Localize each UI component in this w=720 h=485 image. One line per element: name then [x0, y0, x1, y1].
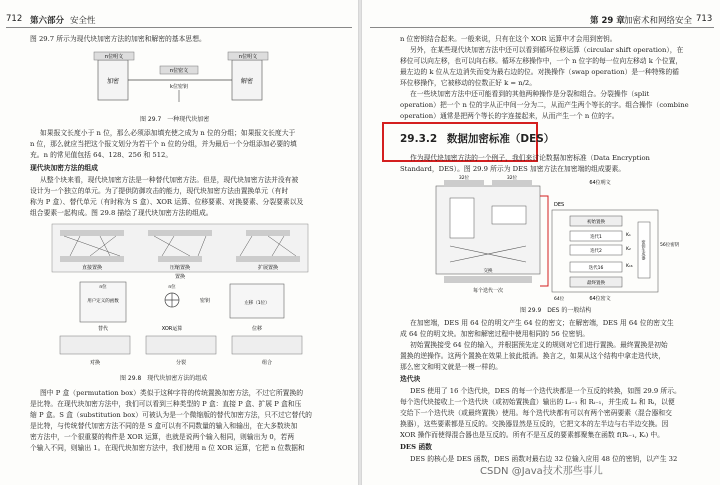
fig-29-9-label-64bit: 64位 [554, 297, 565, 302]
right-para4-line2: 每个迭代块接收上一个迭代块（或初始置换盒）输出的 Lᵢ₋₁ 和 Rᵢ₋₁，并生成 Lᵢ 和 Rᵢ，以便 [400, 398, 675, 406]
section-number: 29.3.2 [400, 133, 438, 145]
fig-29-8-diagram [50, 222, 310, 370]
right-para1-line6: 在一些块加密方法中还可能看到的其他两种操作是分裂和组合。分裂操作（split [410, 90, 650, 98]
fig-29-9-label-round-16: 迭代16 [588, 266, 604, 271]
fig-29-7-key-label: k位密钥 [170, 84, 188, 90]
fig-29-7-decrypt-label: 解密 [240, 78, 254, 85]
fig-29-9-function-box [492, 206, 526, 224]
fig-29-9-mixer-box [450, 198, 474, 238]
right-para1-line2: 另外，在某些现代块加密方法中还可以看到循环位移运算（circular shift operation），在 [410, 46, 684, 54]
fig-29-8-pbox-expand-out [236, 256, 300, 262]
fig-29-9-label-key: 56位密钥 [660, 243, 680, 248]
fig-29-8-label-nbit-1: n位 [99, 285, 107, 290]
fig-29-8-pbox-straight-out [60, 256, 124, 262]
fig-29-8-label-split: 分裂 [175, 360, 187, 366]
csdn-watermark: CSDN @Java技术那些事儿 [480, 466, 603, 477]
fig-29-8-swap-box [60, 336, 130, 354]
fig-29-8-split-box [146, 336, 216, 354]
right-para1-line3: 移位可以向左移，也可以向右移。循环左移操作中，一个 n 位字的每一位向左移动 k 个位置， [400, 57, 683, 65]
fig-29-8-pbox-compress-in [148, 230, 212, 236]
right-para3-line3: 初始置换接受 64 位的输入，并根据预先定义的规则对它们进行置换。最终置换是初始 [410, 341, 668, 349]
fig-29-7-plaintext-in-label: n位明文 [104, 54, 124, 60]
fig-29-9-label-initial-perm: 初始置换 [587, 220, 605, 225]
right-para1-line8: operation）通常是把两个等长的字连接起来，从而产生一个 n 位的字。 [400, 112, 619, 120]
fig-29-9-label-plaintext: 64位明文 [589, 180, 611, 186]
left-para1-line3: 充。n 的常见值包括 64、128、256 和 512。 [30, 151, 173, 159]
left-para3-line2: 是比特。在现代块加密方法中，我们可以看到三种类型的 P 盒：直接 P 盒、扩展 P 盒和压 [30, 400, 302, 408]
fig-29-9-label-keygen: 密钥生成器 [641, 240, 647, 260]
left-para2-line2: 设计为一个独立的单元。为了提供防御攻击的能力，现代块加密方法由置换单元（有时 [30, 187, 289, 195]
fig-29-8-label-combine: 组合 [261, 360, 273, 366]
right-subheading-des-function: DES 函数 [400, 443, 432, 451]
fig-29-8-label-nbit-2: n位 [168, 285, 176, 290]
right-para1-line4: 最左边的 k 位从左边消失而变为最右边的位。对换操作（swap operation）是一种特殊的循 [400, 68, 679, 76]
fig-29-9-label-k2: K₂ [626, 247, 631, 252]
right-para4-line5: XOR 操作而使得混合器也是互反的。所有不是互反的要素都聚集在函数 f(Rᵢ₋₁, Kᵢ) 中。 [400, 431, 664, 439]
fig-29-8-label-straight: 直接置换 [81, 265, 103, 271]
fig-29-8-pbox-expand-in [246, 230, 290, 236]
fig-29-7-caption: 图 29.7 一种现代块加密 [140, 116, 210, 123]
fig-29-9-label-des: DES [554, 202, 565, 208]
right-para3-line1: 在加密端，DES 用 64 位的明文产生 64 位的密文；在解密端，DES 用 64 位的密文生 [410, 319, 674, 327]
fig-29-9-label-ciphertext: 64位密文 [589, 296, 611, 302]
fig-29-8-label-shift-left: 左移（1位） [244, 301, 270, 306]
left-intro-line: 图 29.7 所示为现代块加密方法的加密和解密的基本思想。 [30, 35, 206, 43]
fig-29-9-right-in [492, 180, 532, 187]
fig-29-9-out-bar [444, 276, 532, 283]
fig-29-8-label-function: 用户定义的函数 [87, 299, 119, 304]
left-para2-line3: 称为 P 盒）、替代单元（有时称为 S 盒）、XOR 运算、位移要素、对换要素、分裂要素以及 [30, 198, 304, 206]
fig-29-9-left-in [444, 180, 484, 187]
right-header-title: 加密术和网络安全 [624, 16, 693, 26]
right-para4-line3: 交给下一个迭代块（或最终置换）使用。每个迭代块都有可以有两个密码要素（混合器和交 [400, 409, 672, 417]
right-para4-line4: 换器），这些要素都是互反的。交换器显然是互反的，它把文本的左半边与右半边交换。因 [400, 420, 669, 428]
fig-29-8-caption: 图 29.8 现代块加密方法的组成 [120, 375, 208, 382]
fig-29-9-caption: 图 29.9 DES 的一般结构 [520, 307, 592, 314]
fig-29-8-label-permutation: 置换 [174, 274, 186, 280]
left-para3-line3: 缩 P 盒。S 盒（substitution box）可被认为是一个微缩版的替代加密方法，只不过它替代的 [30, 411, 312, 419]
fig-29-8-label-expand: 扩展置换 [257, 265, 279, 271]
left-part-label: 第六部分 [30, 16, 65, 26]
left-para3-line4: 是比特，与传统替代加密方法不同的是 S 盒可以有不同数量的输入和输出，在大多数块加 [30, 422, 298, 430]
right-para3-line2: 成 64 位的明文块。加密和解密过程中使用相同的 56 位密钥。 [400, 330, 590, 338]
left-page-number: 712 [6, 14, 23, 24]
right-para1-line7: operation）把一个 n 位的字从正中间一分为二，从而产生两个等长的字。组合操作（combine [400, 101, 689, 109]
fig-29-8-label-key: 密钥 [200, 298, 211, 304]
fig-29-9-label-swap: 交换 [483, 269, 493, 274]
fig-29-8-pbox-compress-out [158, 256, 202, 262]
right-page-number: 713 [696, 14, 713, 24]
fig-29-7-ciphertext-label: n位密文 [169, 68, 189, 74]
right-para2-line2: Standard，DES）。图 29.9 所示为 DES 加密方法在加密端的组成要素。 [400, 165, 626, 173]
left-subheading: 现代块加密方法的组成 [30, 164, 98, 172]
left-header-rule [6, 27, 352, 28]
right-para4-line1: DES 使用了 16 个迭代块，DES 的每一个迭代块都是一个互反的转换，如图 29.9 所示。 [410, 387, 681, 395]
fig-29-8-label-compress: 压缩置换 [169, 265, 191, 271]
section-title: 数据加密标准（DES） [446, 133, 555, 145]
fig-29-7-encrypt-label: 加密 [106, 78, 120, 85]
fig-29-9-red-bracket [540, 196, 548, 286]
fig-29-9-label-k1: K₁ [626, 233, 631, 238]
section-heading [400, 131, 554, 146]
right-para3-line4: 置换的逆操作。这两个置换在效果上彼此抵消。换言之，如果从这个结构中拿走迭代块， [400, 352, 666, 360]
right-para1-line5: 环位移操作，它被移动的位数正好 k = n/2。 [400, 79, 537, 87]
left-para3-line6: 个输入不同，则输出 1。在现代块加密方法中，我们使用 n 位 XOR 运算，它把 n 位数据和 [30, 444, 305, 452]
left-para3-line1: 图中 P 盒（permutation box）类似于这种字符的传统置换加密方法，不过它所置换的 [40, 389, 304, 397]
fig-29-9-diagram [430, 176, 680, 302]
fig-29-8-label-swap: 对换 [89, 360, 101, 366]
fig-29-8-label-substitution: 替代 [97, 326, 109, 332]
right-para5-line1: DES 的核心是 DES 函数，DES 函数对最右边 32 位输入应用 48 位的密钥，以产生 32 [410, 455, 678, 463]
fig-29-9-label-32bit-left: 32位 [458, 176, 470, 181]
fig-29-9-label-k16: K₁₆ [626, 264, 633, 269]
left-para2-line4: 组合要素一起构成。图 29.8 描绘了现代块加密方法的组成。 [30, 209, 213, 217]
fig-29-9-label-each-round: 每个迭代一次 [472, 288, 504, 294]
left-para2-line1: 从整个块来看，现代块加密方法是一种替代加密方法。但是，现代块加密方法并没有被 [40, 176, 299, 184]
fig-29-7-diagram [90, 50, 280, 112]
fig-29-9-label-32bit-right: 32位 [506, 176, 518, 181]
left-header-title: 安全性 [70, 16, 96, 26]
fig-29-9-label-round-2: 迭代2 [590, 249, 602, 254]
fig-29-8-label-xor: XOR运算 [161, 326, 183, 332]
left-page [0, 0, 358, 485]
left-para3-line5: 密方法中，一个很重要的构件是 XOR 运算，也就是说两个输入相同，则输出为 0，若两 [30, 433, 295, 441]
right-para2-line1: 作为现代块加密方法的一个例子，我们来讨论数据加密标准（Data Encryption [410, 154, 650, 162]
right-subheading-rounds: 迭代块 [400, 375, 421, 383]
right-para1-line1: n 位密钥结合起来。一般来说，只有在这个 XOR 运算中才会用到密钥。 [400, 35, 617, 43]
left-para1-line2: n 位，那么就应当把这个报文划分为若干个 n 位的分组，并为最后一个分组添加必要的填 [30, 140, 297, 148]
left-para1-line1: 如果报文长度小于 n 位，那么必须添加填充使之成为 n 位的分组；如果报文长度大于 [40, 129, 296, 137]
fig-29-9-label-final-perm: 最终置换 [587, 281, 605, 286]
fig-29-8-label-shift: 位移 [251, 326, 263, 332]
right-header-rule [370, 27, 714, 28]
fig-29-8-pbox-straight-in [60, 230, 124, 236]
right-para3-line5: 那么密文和明文就是一模一样的。 [400, 363, 502, 371]
fig-29-9-label-round-1: 迭代1 [590, 235, 602, 240]
fig-29-8-combine-box [232, 336, 302, 354]
right-chapter-label: 第 29 章 [590, 16, 625, 26]
fig-29-7-plaintext-out-label: n位明文 [238, 54, 258, 60]
